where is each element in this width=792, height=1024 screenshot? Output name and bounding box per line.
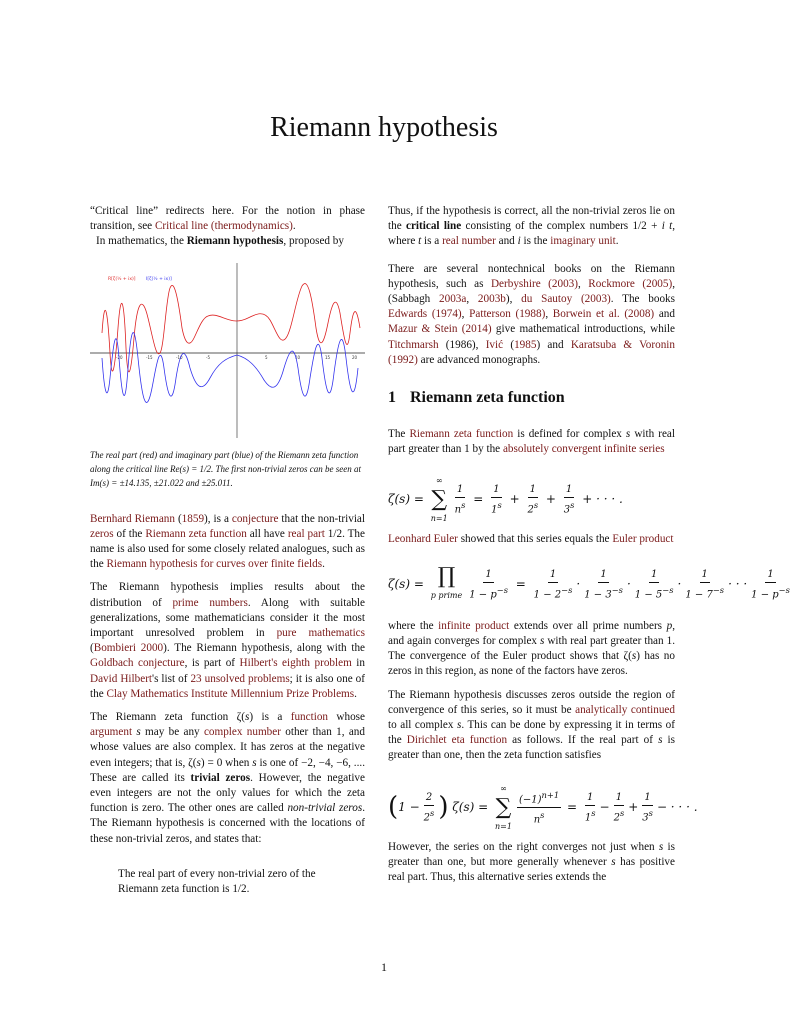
link-mazur-stein[interactable]: Mazur & Stein (2014) <box>388 323 492 336</box>
text: . <box>354 687 357 700</box>
var: s <box>540 635 545 648</box>
svg-text:5: 5 <box>265 354 268 360</box>
link-complex-number[interactable]: complex number <box>203 726 281 739</box>
text: with real part greater than 1 by the <box>388 428 675 456</box>
link-riemann-zeta-function[interactable]: Riemann zeta function <box>409 428 514 441</box>
var: s <box>252 756 257 769</box>
fraction: $\frac{1}{n^s}$ <box>454 483 466 516</box>
section-title: Riemann zeta function <box>410 389 565 407</box>
fraction: $\frac{1}{1 - 3^{-s}}$ <box>584 568 623 601</box>
link-prime-numbers[interactable]: prime numbers <box>172 596 248 609</box>
imaginary-part-curve <box>102 332 358 402</box>
text: and <box>654 308 675 321</box>
svg-text:-15: -15 <box>146 354 153 360</box>
paragraph-definition <box>90 512 365 573</box>
hatnote-end: . <box>292 220 296 233</box>
link-patterson[interactable]: Patterson (1988) <box>469 308 546 321</box>
svg-text:-5: -5 <box>206 354 210 360</box>
link-karatsuba-voronin[interactable]: Karatsuba & Voronin (1992) <box>388 338 676 366</box>
text: where the <box>388 619 439 632</box>
fraction: $\frac{(-1)^{n+1}}{n^s}$ <box>518 789 560 826</box>
text: , and again converges for complex <box>388 619 675 648</box>
paragraph-importance <box>90 580 365 702</box>
equation-euler-product: ζ(s) = ∏ p prime $\frac{1}{1 - p^{-s}}$ = $\frac{1}{1 - 2^{-s}}$ · $\frac{1}{1 - 3^{-s}}$ · $\frac{1}{1 - 5^{-s}}$ · $\frac{1}{1 - 7^{-s}}$ · · · $\frac{1}{1 - p^{-s}}$ <box>388 559 768 611</box>
text: other than 1, and whose values are also complex. It has zeros at the negative even integers; that is, ζ( <box>90 726 365 769</box>
svg-text:10: 10 <box>295 354 301 360</box>
right-column <box>388 204 790 893</box>
fraction: $\frac{1}{1^s}$ <box>491 483 502 516</box>
paragraph-books <box>388 262 675 368</box>
text: However, the series on the right converges not just when <box>388 840 659 853</box>
text: The Riemann hypothesis discusses zeros outside the region of convergence of this series, so it must be <box>388 688 675 716</box>
link-euler-product[interactable]: Euler product <box>612 532 674 545</box>
text: , <box>461 308 470 321</box>
text: (1986), <box>438 338 486 351</box>
intro-text-end: , proposed by <box>283 235 344 248</box>
link-borwein[interactable]: Borwein et al. (2008) <box>552 308 655 321</box>
link-ivic[interactable]: Ivić <box>485 338 504 351</box>
sum-sign: ∞ ∑ n=1 <box>495 784 512 831</box>
text: ( <box>90 642 94 655</box>
link-riemann-zeta[interactable]: Riemann zeta function <box>145 527 247 540</box>
text: The <box>388 428 410 441</box>
fraction: $\frac{1}{3^s}$ <box>563 483 575 516</box>
product-sign: ∏ p prime <box>430 564 463 601</box>
var: s <box>658 840 664 853</box>
text: is greater than one, but more generally whenever <box>388 840 675 868</box>
link-rh-curves[interactable]: Riemann hypothesis for curves over finite fields <box>106 558 323 571</box>
text: that the non-trivial <box>278 512 366 525</box>
link-sabbagh-2003a[interactable]: 2003a <box>439 293 467 306</box>
fraction: $\frac{1}{1 - p^{-s}}$ <box>469 568 508 601</box>
text: ) has no zeros in this region, as none of the factors have zeros. <box>388 650 675 678</box>
paragraph-analytic-continuation <box>388 688 675 764</box>
var: t <box>418 235 422 248</box>
svg-text:-10: -10 <box>176 354 183 360</box>
link-leonhard-euler[interactable]: Leonhard Euler <box>388 532 458 545</box>
page-title: Riemann hypothesis <box>270 112 498 143</box>
text: , (Sabbagh <box>388 277 676 306</box>
intro-bold: Riemann hypothesis <box>186 235 284 248</box>
fraction: $\frac{2}{2^s}$ <box>423 791 435 824</box>
var: i t <box>661 220 673 233</box>
fraction: $\frac{1}{1 - 2^{-s}}$ <box>533 568 573 601</box>
paragraph-alternative-series <box>388 840 675 886</box>
text: ) and <box>536 338 571 351</box>
legend-imaginary: I[ζ(½ + ix)] <box>146 276 172 282</box>
paragraph-critical-line <box>388 204 675 250</box>
text: is a <box>421 235 443 248</box>
paragraph-zeta-definition <box>388 427 675 457</box>
intro-text: In mathematics, the <box>96 235 187 248</box>
text: There are several nontechnical books on the Riemann hypothesis, such as <box>388 262 675 290</box>
link-conjecture[interactable]: conjecture <box>231 512 279 525</box>
text: in <box>351 657 365 670</box>
text: ). The Riemann hypothesis, along with the <box>163 642 366 655</box>
text: to all complex <box>388 719 457 732</box>
figure-caption: The real part (red) and imaginary part (blue) of the Riemann zeta function along the critical line Re(s) = 1/2. The first non-trivial zeros can be seen at Im(s) = ±14.135, ±21.022 and ±25.011. <box>90 449 361 488</box>
var: s <box>456 719 462 732</box>
section-number: 1 <box>388 389 396 407</box>
text: ( <box>174 512 182 525</box>
hatnote <box>90 204 365 234</box>
text: . Along with suitable generalizations, some mathematicians consider it the most important unresolved problem in <box>90 596 365 640</box>
page-number: 1 <box>381 960 387 974</box>
text: may be any <box>140 726 204 739</box>
paragraph-infinite-product <box>388 619 675 680</box>
intro-sentence <box>90 234 365 249</box>
text: showed that this series equals the <box>457 532 613 545</box>
link-david-hilbert[interactable]: David Hilbert <box>90 672 153 685</box>
text: with real part greater than 1. The convergence of the Euler product shows that ζ( <box>388 635 675 663</box>
equation-zeta-series: ζ(s) = ∞ ∑ n=1 $\frac{1}{n^s}$ = $\frac{1}{1^s}$ + $\frac{1}{2^s}$ + $\frac{1}{3^s}$ + · · · . <box>388 474 675 526</box>
text: is defined for complex <box>513 428 626 441</box>
text: ) is a <box>249 711 291 724</box>
link-derbyshire[interactable]: Derbyshire (2003) <box>490 277 578 290</box>
text: ) = 0 when <box>200 756 253 769</box>
var: s <box>245 711 250 724</box>
link-edwards[interactable]: Edwards (1974) <box>388 308 462 321</box>
real-part-curve <box>102 283 360 371</box>
link-23-problems[interactable]: 23 unsolved problems <box>190 672 290 685</box>
svg-text:15: 15 <box>325 354 331 360</box>
zeta-plot <box>90 258 365 438</box>
text: , <box>545 308 553 321</box>
text: . This can be done by expressing it in terms of the <box>388 719 675 747</box>
link-bernhard-riemann[interactable]: Bernhard Riemann <box>90 512 175 525</box>
text: is greater than one, then the zeta function satisfies <box>388 734 675 762</box>
text: is the <box>520 235 551 248</box>
svg-text:-20: -20 <box>116 354 123 360</box>
fraction: $\frac{1}{1 - p^{-s}}$ <box>751 568 790 601</box>
fraction: $\frac{1}{2^s}$ <box>527 483 539 516</box>
link-clay-millennium[interactable]: Clay Mathematics Institute Millennium Prize Problems <box>106 687 355 700</box>
fraction: $\frac{1}{1^s}$ <box>584 791 596 824</box>
text: . However, the negative even integers are not the only values for which the zeta function is zero. The other ones are called <box>90 771 365 815</box>
text: . <box>322 558 325 571</box>
fraction: $\frac{1}{1 - 7^{-s}}$ <box>685 568 725 601</box>
bold-term: critical line <box>405 220 462 233</box>
link-sabbagh-2003b[interactable]: 2003b <box>477 293 506 306</box>
var: i <box>517 235 521 248</box>
link-infinite-product[interactable]: infinite product <box>438 619 510 632</box>
critical-line-link[interactable]: Critical line (thermodynamics) <box>154 220 293 233</box>
bold-term: trivial zeros <box>190 771 251 784</box>
text: is one of −2, −4, −6, .... These are called its <box>90 756 365 784</box>
text: . The Riemann hypothesis is concerned with the locations of these non-trivial zeros, and states that: <box>90 802 365 845</box>
legend-real: R[ζ(½ + ix)] <box>108 276 136 282</box>
var: s <box>658 734 663 747</box>
text: , is part of <box>184 657 240 670</box>
link-real-part[interactable]: real part <box>287 527 325 540</box>
section-heading <box>388 390 675 405</box>
text: . The books <box>610 293 676 306</box>
text: all have <box>246 527 288 540</box>
link-1985[interactable]: 1985 <box>514 338 537 351</box>
link-bombieri[interactable]: Bombieri 2000 <box>93 642 164 655</box>
var: p <box>666 619 673 632</box>
text: has positive real part. Thus, this alternative series extends the <box>388 855 675 884</box>
text: 's list of <box>152 672 191 685</box>
link-real-number[interactable]: real number <box>442 235 496 248</box>
fraction: $\frac{1}{2^s}$ <box>613 791 625 824</box>
text: 1/2. The name is also used for some closely related analogues, such as the <box>90 527 365 571</box>
link-zeros[interactable]: zeros <box>90 527 114 540</box>
paragraph-zeta-function <box>90 710 365 847</box>
var: s <box>631 650 637 663</box>
text: ( <box>503 338 515 351</box>
italic-term: non-trivial zeros <box>287 802 363 815</box>
text: ; it is also one of the <box>90 672 365 700</box>
text: are advanced monographs. <box>417 353 541 366</box>
text: and <box>495 235 518 248</box>
svg-text:20: 20 <box>352 354 358 360</box>
link-argument[interactable]: argument <box>90 726 133 739</box>
fraction: $\frac{1}{1 - 5^{-s}}$ <box>634 568 674 601</box>
link-analytically-continued[interactable]: analytically continued <box>575 703 675 716</box>
text: consisting of the complex numbers 1/2 + <box>461 220 662 233</box>
text: The Riemann hypothesis implies results about the distribution of <box>90 581 365 609</box>
text: , <box>466 293 478 306</box>
text: extends over all prime numbers <box>509 619 667 632</box>
text: Thus, if the hypothesis is correct, all the non-trivial zeros lie on the <box>388 205 675 233</box>
hypothesis-statement: The real part of every non-trivial zero of the Riemann zeta function is 1/2. <box>118 867 316 895</box>
link-absolutely-convergent[interactable]: absolutely convergent infinite series <box>502 443 665 456</box>
var: s <box>136 726 141 739</box>
link-pure-mathematics[interactable]: pure mathematics <box>276 627 365 640</box>
var: s <box>196 756 201 769</box>
text: as follows. If the real part of <box>507 734 659 747</box>
text: of the <box>113 527 146 540</box>
var: s <box>611 855 616 868</box>
text: ), <box>505 293 522 306</box>
text: . <box>615 235 619 248</box>
link-goldbach[interactable]: Goldbach conjecture <box>90 657 185 670</box>
sum-sign: ∞ ∑ n=1 <box>430 476 448 523</box>
paragraph-euler <box>388 532 675 547</box>
link-hilberts-eighth[interactable]: Hilbert's eighth problem <box>239 657 352 670</box>
link-rockmore[interactable]: Rockmore (2005) <box>588 277 673 290</box>
text: The Riemann zeta function ζ( <box>90 711 246 724</box>
link-dirichlet-eta[interactable]: Dirichlet eta function <box>406 734 508 747</box>
text: , <box>578 277 589 290</box>
hatnote-text: “Critical line” redirects here. For the notion in phase transition, see <box>90 205 365 233</box>
text: whose <box>328 711 365 724</box>
link-titchmarsh[interactable]: Titchmarsh <box>388 338 439 351</box>
link-1859[interactable]: 1859 <box>181 512 205 525</box>
left-column <box>90 204 365 897</box>
fraction: $\frac{1}{3^s}$ <box>642 791 653 824</box>
text: , where <box>388 220 676 248</box>
equation-eta-relation: ( 1 − $\frac{2}{2^s}$ ) ζ(s) = ∞ ∑ n=1 $\frac{(-1)^{n+1}}{n^s}$ = $\frac{1}{1^s}$ − $\frac{1}{2^s}$ + $\frac{1}{3^s}$ − · · · . <box>388 780 675 836</box>
link-imaginary-unit[interactable]: imaginary unit <box>550 235 616 248</box>
var: s <box>625 428 631 441</box>
text: give mathematical introductions, while <box>491 323 675 336</box>
link-du-sautoy[interactable]: du Sautoy (2003) <box>521 293 611 306</box>
text: ), is a <box>204 512 232 525</box>
link-function[interactable]: function <box>290 711 329 724</box>
